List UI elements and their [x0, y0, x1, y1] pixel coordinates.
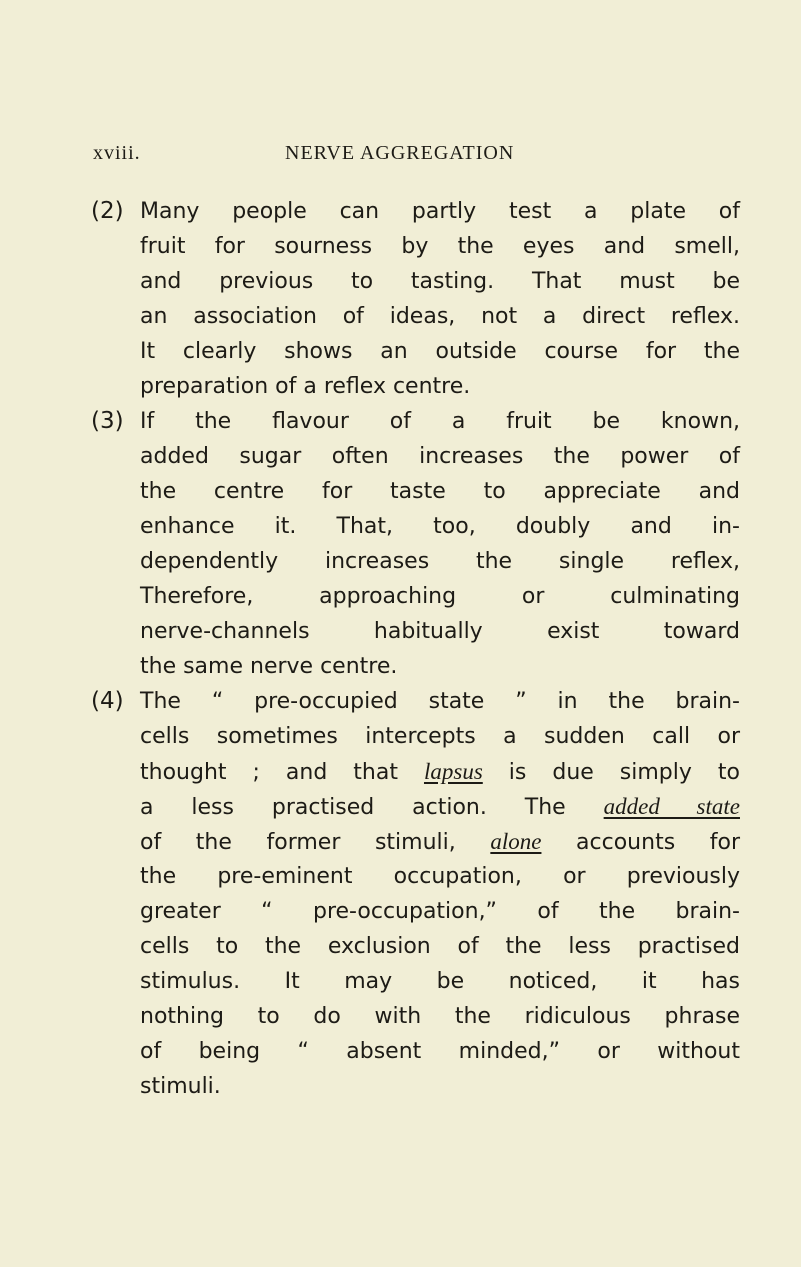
text-line: cells sometimes intercepts a sudden call or: [140, 724, 740, 749]
paragraph-number: (4): [91, 688, 124, 714]
text-line: the pre-eminent occupation, or previously: [140, 864, 740, 889]
text-line: enhance it. That, too, doubly and in-: [140, 514, 740, 539]
running-head: [93, 142, 713, 166]
text-line: nothing to do with the ridiculous phrase: [140, 1004, 740, 1029]
body-text: [0, 194, 801, 1104]
paragraph-4: [0, 684, 801, 1104]
text-line: stimuli.: [140, 1074, 221, 1099]
italic-term: alone: [490, 829, 542, 854]
text-line: Many people can partly test a plate of: [140, 199, 740, 224]
text-line: the same nerve centre.: [140, 654, 398, 679]
text-line: nerve-channels habitually exist toward: [140, 619, 740, 644]
running-title: NERVE AGGREGATION: [285, 142, 515, 164]
text-segment: of the former stimuli,: [140, 830, 456, 855]
italic-term: lapsus: [423, 759, 483, 784]
text-line: cells to the exclusion of the less practised: [140, 934, 740, 959]
text-line: greater “ pre-occupation,” of the brain-: [140, 899, 740, 924]
text-line: It clearly shows an outside course for the: [140, 339, 740, 364]
text-segment: is due simply to: [508, 760, 740, 785]
text-line: of being “ absent minded,” or without: [140, 1039, 740, 1064]
paragraph-number: (2): [91, 198, 124, 224]
paragraph-3: [0, 404, 801, 684]
text-line: If the flavour of a fruit be known,: [140, 409, 740, 434]
text-segment: accounts for: [576, 830, 740, 855]
text-segment: a less practised action. The: [140, 795, 566, 820]
chapter-number: xviii.: [93, 142, 141, 164]
text-line: the centre for taste to appreciate and: [140, 479, 740, 504]
text-line: [140, 754, 740, 789]
text-line: stimulus. It may be noticed, it has: [140, 969, 740, 994]
paragraph-2: [0, 194, 801, 404]
text-line: an association of ideas, not a direct reflex.: [140, 304, 740, 329]
text-line: added sugar often increases the power of: [140, 444, 740, 469]
text-line: fruit for sourness by the eyes and smell,: [140, 234, 740, 259]
italic-term: added state: [603, 794, 740, 819]
text-line: [140, 824, 740, 859]
paragraph-number: (3): [91, 408, 124, 434]
text-segment: thought ; and that: [140, 760, 398, 785]
text-line: preparation of a reflex centre.: [140, 374, 471, 399]
text-line: [140, 789, 740, 824]
text-line: and previous to tasting. That must be: [140, 269, 740, 294]
text-line: dependently increases the single reflex,: [140, 549, 740, 574]
text-line: The “ pre-occupied state ” in the brain-: [140, 689, 740, 714]
text-line: Therefore, approaching or culminating: [140, 584, 740, 609]
